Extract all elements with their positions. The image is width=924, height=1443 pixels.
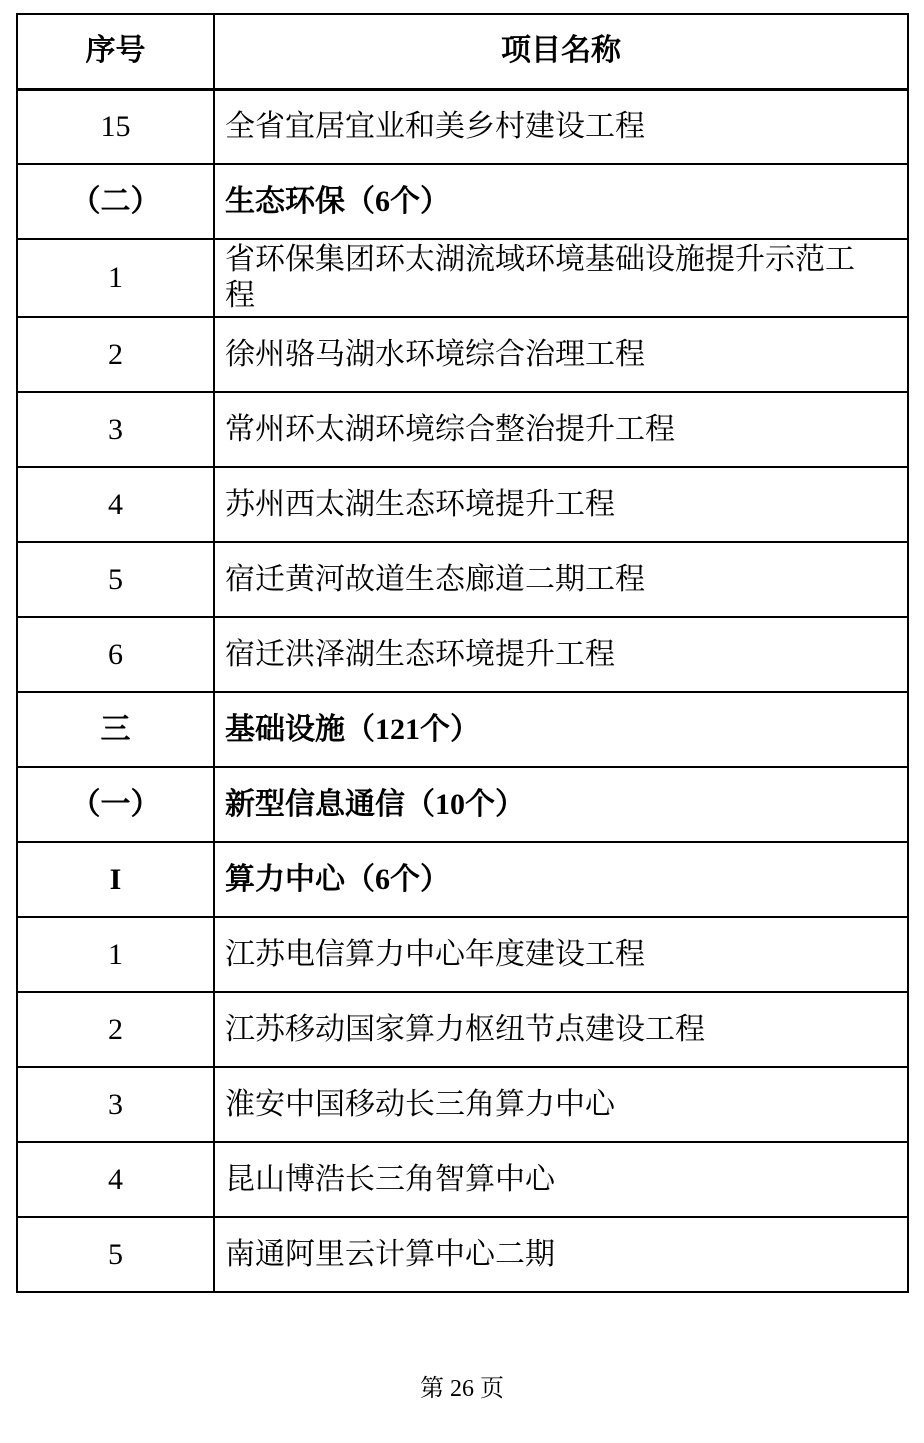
table-row: [17, 767, 908, 842]
row-serial-cell: 2: [17, 317, 214, 392]
project-name-cell: 苏州西太湖生态环境提升工程: [214, 467, 908, 542]
table-row: [17, 617, 908, 692]
row-serial-cell: 4: [17, 1142, 214, 1217]
project-name-cell: 南通阿里云计算中心二期: [214, 1217, 908, 1292]
project-name-cell: 昆山博浩长三角智算中心: [214, 1142, 908, 1217]
project-name-cell: 省环保集团环太湖流域环境基础设施提升示范工程: [214, 239, 908, 317]
page-number: 第 26 页: [420, 1376, 504, 1402]
project-name-cell: 江苏电信算力中心年度建设工程: [214, 917, 908, 992]
table-row: [17, 542, 908, 617]
project-name-cell: 生态环保（6个）: [214, 164, 908, 239]
table-row: [17, 467, 908, 542]
row-serial-cell: 5: [17, 542, 214, 617]
header-serial-number: 序号: [17, 14, 214, 89]
table-header-row: [17, 14, 908, 89]
project-name-cell: 徐州骆马湖水环境综合治理工程: [214, 317, 908, 392]
table-row: [17, 1142, 908, 1217]
project-list-table: [16, 13, 909, 1293]
project-name-cell: 宿迁黄河故道生态廊道二期工程: [214, 542, 908, 617]
row-serial-cell: I: [17, 842, 214, 917]
table-row: [17, 917, 908, 992]
row-serial-cell: 15: [17, 89, 214, 164]
row-serial-cell: 1: [17, 917, 214, 992]
table-row: [17, 1217, 908, 1292]
project-name-cell: 基础设施（121个）: [214, 692, 908, 767]
table-row: [17, 317, 908, 392]
project-name-cell: 宿迁洪泽湖生态环境提升工程: [214, 617, 908, 692]
row-serial-cell: 2: [17, 992, 214, 1067]
project-name-cell: 全省宜居宜业和美乡村建设工程: [214, 89, 908, 164]
row-serial-cell: 3: [17, 392, 214, 467]
table-row: [17, 1067, 908, 1142]
table-row: [17, 692, 908, 767]
project-name-cell: 江苏移动国家算力枢纽节点建设工程: [214, 992, 908, 1067]
table-row: [17, 392, 908, 467]
row-serial-cell: 5: [17, 1217, 214, 1292]
header-project-name: 项目名称: [214, 14, 908, 89]
row-serial-cell: （一）: [17, 767, 214, 842]
table-row: [17, 842, 908, 917]
table-row: [17, 164, 908, 239]
row-serial-cell: （二）: [17, 164, 214, 239]
row-serial-cell: 6: [17, 617, 214, 692]
table-row: [17, 992, 908, 1067]
project-name-cell: 算力中心（6个）: [214, 842, 908, 917]
project-name-cell: 新型信息通信（10个）: [214, 767, 908, 842]
row-serial-cell: 3: [17, 1067, 214, 1142]
row-serial-cell: 4: [17, 467, 214, 542]
table-row: [17, 89, 908, 164]
project-name-cell: 淮安中国移动长三角算力中心: [214, 1067, 908, 1142]
table-body: [17, 89, 908, 1292]
row-serial-cell: 1: [17, 239, 214, 317]
project-name-cell: 常州环太湖环境综合整治提升工程: [214, 392, 908, 467]
table-row: [17, 239, 908, 317]
row-serial-cell: 三: [17, 692, 214, 767]
